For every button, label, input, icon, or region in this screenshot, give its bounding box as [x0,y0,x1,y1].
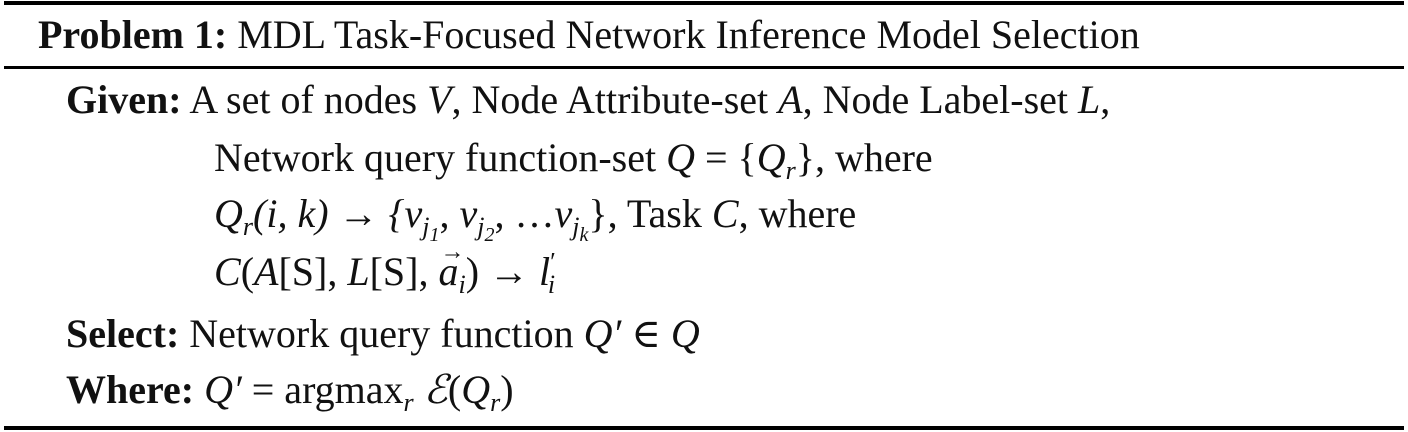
title-rule [4,66,1404,69]
bottom-rule [4,426,1404,430]
problem-title [38,11,1140,59]
given-line-3: $Q_r(i$, $k) \to \{v_{j_1}$, $v_{j_2}$, $\dots v_{j_k}$}, Task C, where [214,191,857,246]
given-label: Given: [66,77,182,122]
title-text: MDL Task-Focused Network Inference Model Selection [237,12,1140,57]
where-label: Where: [66,367,195,412]
top-rule [4,1,1404,5]
select-label: Select: [66,311,180,356]
title-label: Problem 1: [38,12,228,57]
given-line-1: Given: A set of nodes V, Node Attribute-set A, Node Label-set L, [66,77,1111,122]
select-line: Select: Network query function Q′ ∈ Q [66,311,700,356]
where-line: Where: Q′ = argmax$_r$ $ℰ(Q_r)$ [66,367,514,417]
given-line-4: C(A[S], L[S], → $a_i) \to l'_i$ [214,248,555,296]
given-line-2: Network query function-set $Q = \{Q_r\}$, where [214,135,933,185]
